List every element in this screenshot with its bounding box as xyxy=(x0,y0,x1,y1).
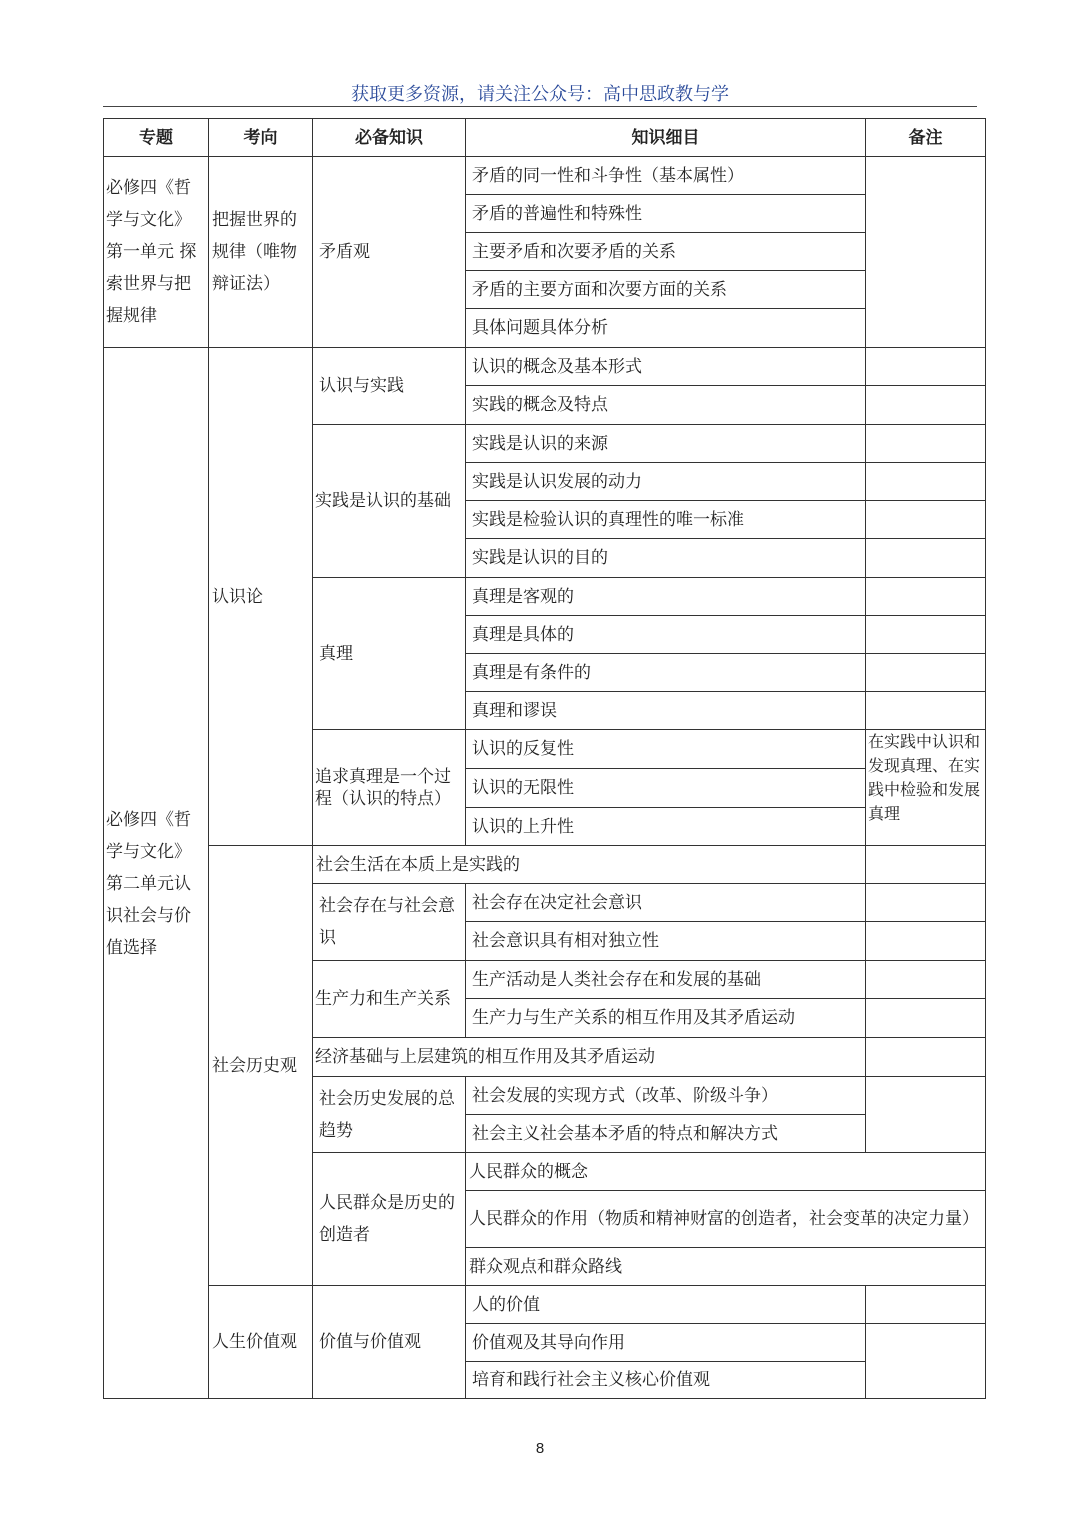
remark-empty xyxy=(865,424,986,463)
unit1-knowledge: 矛盾观 xyxy=(312,156,466,348)
pursuit-detail: 认识的无限性 xyxy=(465,768,866,808)
page-number: 8 xyxy=(535,1440,545,1457)
existence-detail: 社会意识具有相对独立性 xyxy=(465,921,866,961)
remark-empty xyxy=(865,653,986,692)
remark-empty xyxy=(865,1285,986,1324)
truth-detail: 真理和谬误 xyxy=(465,691,866,730)
remark-empty xyxy=(865,462,986,501)
values-detail: 人的价值 xyxy=(465,1285,866,1324)
remark-empty xyxy=(865,691,986,730)
practice-basis-detail: 实践是认识的来源 xyxy=(465,424,866,463)
remark-empty xyxy=(865,960,986,999)
masses-detail: 群众观点和群众路线 xyxy=(465,1247,986,1286)
remark-empty xyxy=(865,883,986,922)
header-text: 获取更多资源，请关注公众号：高中思政教与学 xyxy=(351,84,729,105)
header-remarks: 备注 xyxy=(865,118,986,157)
remark-empty xyxy=(865,1076,986,1153)
practice-basis-detail: 实践是认识的目的 xyxy=(465,538,866,578)
unit1-detail-row: 矛盾的同一性和斗争性（基本属性） xyxy=(465,156,866,195)
unit1-detail-row: 主要矛盾和次要矛盾的关系 xyxy=(465,232,866,271)
masses-detail: 人民群众的概念 xyxy=(465,1152,986,1191)
unit1-remarks xyxy=(865,156,986,348)
remark-empty xyxy=(865,538,986,578)
base-superstructure-row: 经济基础与上层建筑的相互作用及其矛盾运动 xyxy=(312,1037,866,1077)
header-details: 知识细目 xyxy=(465,118,866,157)
remark-empty xyxy=(865,615,986,654)
values-detail: 价值观及其导向作用 xyxy=(465,1323,866,1362)
truth-detail: 真理是有条件的 xyxy=(465,653,866,692)
header-divider xyxy=(103,106,977,107)
practice-basis-detail: 实践是检验认识的真理性的唯一标准 xyxy=(465,500,866,539)
history-direction: 社会历史观 xyxy=(208,845,313,1286)
existence-detail: 社会存在决定社会意识 xyxy=(465,883,866,922)
epistemology-direction: 认识论 xyxy=(208,347,313,846)
pursuit-detail: 认识的上升性 xyxy=(465,807,866,846)
values-knowledge: 价值与价值观 xyxy=(312,1285,466,1399)
remark-empty xyxy=(865,845,986,884)
remark-empty xyxy=(865,998,986,1038)
values-direction: 人生价值观 xyxy=(208,1285,313,1399)
cognition-practice-detail: 认识的概念及基本形式 xyxy=(465,347,866,386)
unit1-direction: 把握世界的规律（唯物辩证法） xyxy=(208,156,313,348)
pursuit-knowledge: 追求真理是一个过程（认识的特点） xyxy=(312,729,466,846)
productive-knowledge: 生产力和生产关系 xyxy=(312,960,466,1038)
cognition-practice-knowledge: 认识与实践 xyxy=(312,347,466,425)
values-detail: 培育和践行社会主义核心价值观 xyxy=(465,1361,866,1399)
pursuit-detail: 认识的反复性 xyxy=(465,729,866,769)
truth-detail: 真理是客观的 xyxy=(465,577,866,616)
header-knowledge: 必备知识 xyxy=(312,118,466,157)
remark-empty xyxy=(865,347,986,386)
masses-knowledge: 人民群众是历史的创造者 xyxy=(312,1152,466,1286)
truth-detail: 真理是具体的 xyxy=(465,615,866,654)
existence-knowledge: 社会存在与社会意识 xyxy=(312,883,466,961)
trend-detail: 社会主义社会基本矛盾的特点和解决方式 xyxy=(465,1114,866,1153)
truth-knowledge: 真理 xyxy=(312,577,466,730)
pursuit-remark: 在实践中认识和发现真理、在实践中检验和发展真理 xyxy=(865,729,986,846)
cognition-practice-detail: 实践的概念及特点 xyxy=(465,385,866,425)
header-topic: 专题 xyxy=(103,118,209,157)
practice-basis-knowledge: 实践是认识的基础 xyxy=(312,424,466,578)
trend-detail: 社会发展的实现方式（改革、阶级斗争） xyxy=(465,1076,866,1115)
trend-knowledge: 社会历史发展的总趋势 xyxy=(312,1076,466,1153)
header-direction: 考向 xyxy=(208,118,313,157)
remark-empty xyxy=(865,385,986,425)
unit1-detail-row: 矛盾的普遍性和特殊性 xyxy=(465,194,866,233)
remark-empty xyxy=(865,500,986,539)
masses-detail: 人民群众的作用（物质和精神财富的创造者，社会变革的决定力量） xyxy=(465,1190,986,1248)
productive-detail: 生产力与生产关系的相互作用及其矛盾运动 xyxy=(465,998,866,1038)
remark-empty xyxy=(865,1037,986,1077)
remark-empty xyxy=(865,1323,986,1399)
remark-empty xyxy=(865,921,986,961)
practice-nature-row: 社会生活在本质上是实践的 xyxy=(312,845,866,884)
unit1-detail-row: 矛盾的主要方面和次要方面的关系 xyxy=(465,270,866,309)
remark-empty xyxy=(865,577,986,616)
practice-basis-detail: 实践是认识发展的动力 xyxy=(465,462,866,501)
unit1-topic: 必修四《哲学与文化》第一单元 探索世界与把握规律 xyxy=(103,156,209,348)
productive-detail: 生产活动是人类社会存在和发展的基础 xyxy=(465,960,866,999)
unit2-topic: 必修四《哲学与文化》第二单元认识社会与价值选择 xyxy=(103,347,209,1399)
unit1-detail-row: 具体问题具体分析 xyxy=(465,308,866,348)
